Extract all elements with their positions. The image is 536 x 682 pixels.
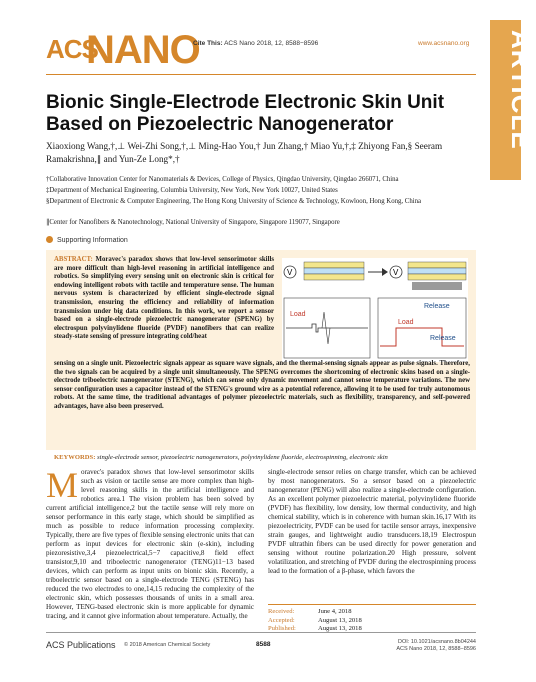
date-received: Received: June 4, 2018: [268, 608, 352, 615]
toc-release-right: Release: [430, 335, 456, 342]
author-list[interactable]: Xiaoxiong Wang,†,⊥ Wei-Zhi Song,†,⊥ Ming-Hao You,† Jun Zhang,† Miao Yu,†,‡ Zhiyong Fan,§ Seeram Ramakrishna,∥ and Yun-Ze Long*,†: [46, 141, 443, 164]
affiliation-2: ‡Department of Mechanical Engineering, Columbia University, New York, New York 10027, United States: [46, 187, 338, 194]
page-number: 8588: [256, 641, 271, 648]
keywords-label: KEYWORDS:: [54, 454, 96, 461]
footer-doi-block: [366, 639, 476, 653]
article-side-label: ARTICLE: [506, 30, 536, 150]
cite-label[interactable]: Cite This:: [193, 40, 223, 47]
affiliation-4: ∥Center for Nanofibers & Nanotechnology, National University of Singapore, Singapore 119077, Singapore: [46, 219, 340, 226]
body-column-left: Moravec's paradox shows that low-level sensorimotor skills such as vision or tactile sense are more complex than high-level reasoning skills in the artificial intelligence and robotics area.1 The vision problem has been solved by current artificial intelligence,2 but the tactile sense will rely more on sensor performance in this early stage, which should be simplified as much as possible to reduce information processing complexity. Typically, there are five types of flexible sensing electronic units that can perform as input devices for electronic skin (e-skin), including piezoresistive,3,4 piezoelectrical,5−7 capacitive,8 field effect transistor,9,10 and triboelectric nanogenerator (TENG)11−13 based devices, which can perform as input units on bionic skin. Recently, a triboelectric sensor based on a single-electrode TENG (STENG) has reduced the two electrodes to one,14,15 reducing the complexity of the electronic skin, which possesses thousands of units in a small area. However, TENG-based electronic skin is more applicable for dynamic tracing, and it cannot give information about temperature. Actually, the: [46, 465, 254, 620]
cite-line: [193, 40, 318, 47]
toc-release-top: Release: [424, 303, 450, 310]
footer-ref: ACS Nano 2018, 12, 8588−8596: [396, 646, 476, 652]
body-column-right: single-electrode sensor relies on charge transfer, which can be achieved by most nanogenerators. So a sensor based on a piezoelectric nanogenerator (PENG) will also realize a single-electrode configuration. As an excellent polymer piezoelectric material, polyvinylidene fluoride (PVDF) has flexibility, low density, low thermal conductivity, and high chemical stability, which is in coherence with human skin.16,17 With its piezoelectricity, PVDF can be used for tactile sensor arrays, inexpensive strain gauges, and lightweight audio transducers.18,19 Electrospun PVDF ultrathin fibers can be used directly for power generation and sensing without routine polarization.20 High pressure, solvent volatilization, and stretching of PVDF during the electrospinning process lead to the formation of a β-phase, which favors the: [268, 468, 476, 575]
cite-ref: ACS Nano 2018, 12, 8588−8596: [224, 40, 319, 47]
drop-cap: M: [46, 465, 79, 505]
svg-text:V: V: [287, 268, 293, 277]
abstract-text-bottom: sensing on a single unit. Piezoelectric signals appear as square wave signals, and the thermal-sensing signals appear as pulse signals. Therefore, the two signals can be acquired by a single unit simultaneously. The SPENG overcomes the shortcoming of electronic skins based on a single-electrode triboelectric nanogenerator (STENG), which can sense only dynamic movement and cannot sense temperature variations. The new sensor configuration uses a capacitor instead of the STENG's ground wire as a potential reference, allowing it to be used for truly autonomous robots. At the same time, the traditional advantages of polymer piezoelectric materials, such as flexibility, transparency, and self-powered advantages, have also been preserved.: [54, 360, 470, 410]
publisher-logo[interactable]: ACS Publications: [46, 640, 116, 650]
article-title: Bionic Single-Electrode Electronic Skin Unit Based on Piezoelectric Nanogenerator: [46, 92, 445, 135]
keywords: [54, 454, 470, 462]
copyright: © 2018 American Chemical Society: [124, 642, 211, 648]
svg-text:V: V: [393, 268, 399, 277]
affiliation-1: †Collaborative Innovation Center for Nanomaterials & Devices, College of Physics, Qingdao University, Qingdao 266071, China: [46, 176, 399, 183]
date-published: Published: August 13, 2018: [268, 625, 362, 632]
abstract-label: ABSTRACT:: [54, 256, 93, 263]
toc-graphic: [282, 258, 468, 362]
affiliation-3: §Department of Electronic & Computer Engineering, The Hong Kong University of Science & Technology, Kowloon, Hong Kong, China: [46, 198, 422, 205]
journal-url[interactable]: www.acsnano.org: [418, 40, 470, 47]
header-divider: [46, 74, 476, 75]
abstract-text-top: ABSTRACT: Moravec's paradox shows that low-level sensorimotor skills are more difficult than high-level reasoning in artificial intelligence and robotics. So simplifying every sensing unit on electronic skin is critical for endowing intelligent robots with tactile and temperature sense. The human nervous system is characterized by efficient single-electrode signal transmission, ensuring the efficiency and reliability of information transmission under big data conditions. In this work, we report a sensor based on a single-electrode piezoelectric nanogenerator (SPENG) by electrospun polyvinylidene fluoride (PVDF) nanofibers that can realize steady-state sensing of pressure integrating cold/heat: [54, 256, 274, 341]
toc-load-right: Load: [398, 319, 414, 326]
keywords-list: single-electrode sensor, piezoelectric nanogenerators, polyvinylidene fluoride, electrospinning, electronic skin: [97, 454, 388, 461]
toc-load-left: Load: [290, 311, 306, 318]
date-accepted: Accepted: August 13, 2018: [268, 616, 362, 624]
journal-logo-nano: NANO: [86, 28, 200, 72]
doi-link[interactable]: DOI: 10.1021/acsnano.8b04244: [398, 639, 476, 645]
supporting-info-icon: [46, 236, 53, 243]
journal-logo-acs: ACS: [46, 34, 98, 64]
footer-divider: [46, 632, 476, 633]
publication-dates: [268, 604, 476, 634]
supporting-info-link[interactable]: Supporting Information: [46, 236, 128, 244]
